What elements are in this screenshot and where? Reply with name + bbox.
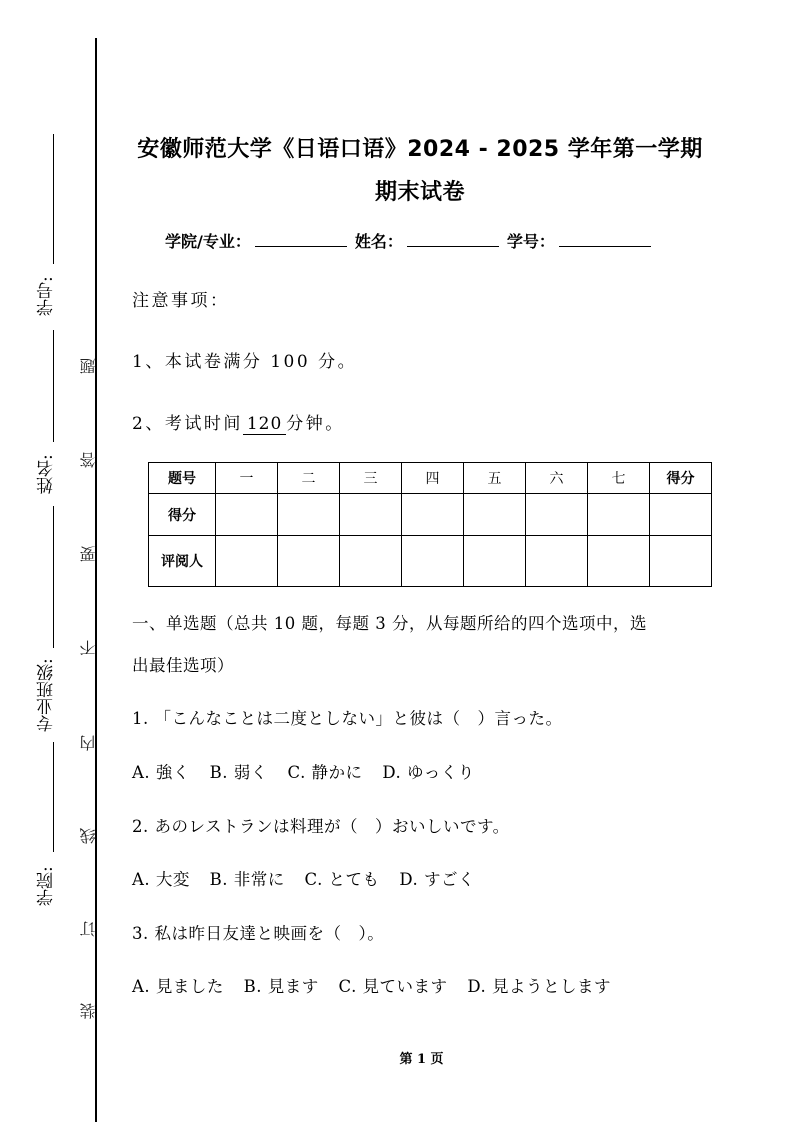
score-cell[interactable] (464, 494, 526, 536)
score-cell[interactable] (402, 494, 464, 536)
exam-subtitle: 期末试卷 (374, 180, 465, 205)
student-id-label: 学号： (506, 232, 555, 251)
grader-cell[interactable] (588, 536, 650, 587)
score-cell[interactable] (650, 494, 712, 536)
header-cell: 题号 (149, 463, 216, 494)
grader-cell[interactable] (526, 536, 588, 587)
score-cell[interactable] (278, 494, 340, 536)
seal-char: 线 (79, 828, 98, 844)
student-info-row (165, 229, 659, 252)
option-a[interactable]: A. 見ました (132, 977, 224, 996)
class-blank-line (53, 506, 54, 648)
seal-char: 内 (79, 735, 98, 751)
grader-cell[interactable] (278, 536, 340, 587)
score-row (149, 494, 712, 536)
row-label: 评阅人 (149, 536, 216, 587)
score-cell[interactable] (588, 494, 650, 536)
score-table (148, 462, 712, 587)
score-table-header-row (149, 463, 712, 494)
option-b[interactable]: B. 弱く (209, 763, 268, 782)
grader-cell[interactable] (340, 536, 402, 587)
note-item-2-prefix: 2、考试时间 (132, 414, 243, 434)
notes-heading: 注意事项： (132, 291, 230, 311)
row-label: 得分 (149, 494, 216, 536)
option-b[interactable]: B. 見ます (243, 977, 319, 996)
section-heading-cont: 出最佳选项） (132, 656, 234, 675)
seal-char: 装 (79, 1003, 98, 1019)
question-2-options (132, 866, 489, 890)
college-major-label: 学院/专业： (165, 232, 251, 251)
header-cell: 一 (216, 463, 278, 494)
question-1-options (132, 759, 489, 783)
exam-duration-value: 120 (243, 414, 286, 435)
seal-char: 订 (79, 921, 98, 937)
note-item-2-suffix: 分钟。 (286, 414, 345, 434)
college-major-field[interactable] (255, 232, 347, 247)
grader-cell[interactable] (464, 536, 526, 587)
option-b[interactable]: B. 非常に (209, 870, 285, 889)
note-item-2 (132, 409, 345, 435)
option-d[interactable]: D. 見ようとします (467, 977, 611, 996)
student-id-field[interactable] (559, 232, 651, 247)
grader-row (149, 536, 712, 587)
student-id-blank-line (53, 134, 54, 264)
option-a[interactable]: A. 大変 (132, 870, 190, 889)
college-margin-label: 学院: (37, 866, 57, 906)
option-c[interactable]: C. とても (304, 870, 380, 889)
question-2-stem: 2. あのレストランは料理が（ ）おいしいです。 (132, 817, 510, 836)
question-1-stem: 1. 「こんなことは二度としない」と彼は（ ）言った。 (132, 709, 563, 728)
option-c[interactable]: C. 静かに (287, 763, 363, 782)
header-cell: 七 (588, 463, 650, 494)
exam-title: 安徽师范大学《日语口语》2024 - 2025 学年第一学期 (137, 137, 703, 162)
header-cell: 得分 (650, 463, 712, 494)
name-label: 姓名： (354, 232, 403, 251)
student-id-margin-label: 学号: (37, 276, 57, 316)
question-3-options (132, 973, 625, 997)
grader-cell[interactable] (650, 536, 712, 587)
major-class-margin-label: 专业班级: (37, 658, 57, 733)
college-blank-line (53, 742, 54, 852)
score-cell[interactable] (526, 494, 588, 536)
section-heading: 一、单选题（总共 10 题，每题 3 分，从每题所给的四个选项中，选 (132, 614, 647, 633)
grader-cell[interactable] (402, 536, 464, 587)
option-d[interactable]: D. すごく (399, 870, 475, 889)
note-item-1: 1、本试卷满分 100 分。 (132, 352, 358, 372)
header-cell: 三 (340, 463, 402, 494)
name-field[interactable] (407, 232, 499, 247)
grader-cell[interactable] (216, 536, 278, 587)
header-cell: 二 (278, 463, 340, 494)
page-number: 第 1 页 (399, 1052, 444, 1067)
binding-rule (95, 38, 97, 1122)
name-blank-line (53, 330, 54, 442)
score-cell[interactable] (340, 494, 402, 536)
option-a[interactable]: A. 強く (132, 763, 190, 782)
seal-char: 题 (79, 358, 98, 374)
header-cell: 六 (526, 463, 588, 494)
header-cell: 四 (402, 463, 464, 494)
question-3-stem: 3. 私は昨日友達と映画を（ ）。 (132, 924, 385, 943)
option-c[interactable]: C. 見ています (338, 977, 448, 996)
seal-char: 要 (79, 546, 98, 562)
score-cell[interactable] (216, 494, 278, 536)
seal-char: 不 (79, 640, 98, 656)
name-margin-label: 姓名: (37, 454, 57, 494)
header-cell: 五 (464, 463, 526, 494)
option-d[interactable]: D. ゆっくり (382, 763, 475, 782)
seal-char: 答 (79, 452, 98, 468)
